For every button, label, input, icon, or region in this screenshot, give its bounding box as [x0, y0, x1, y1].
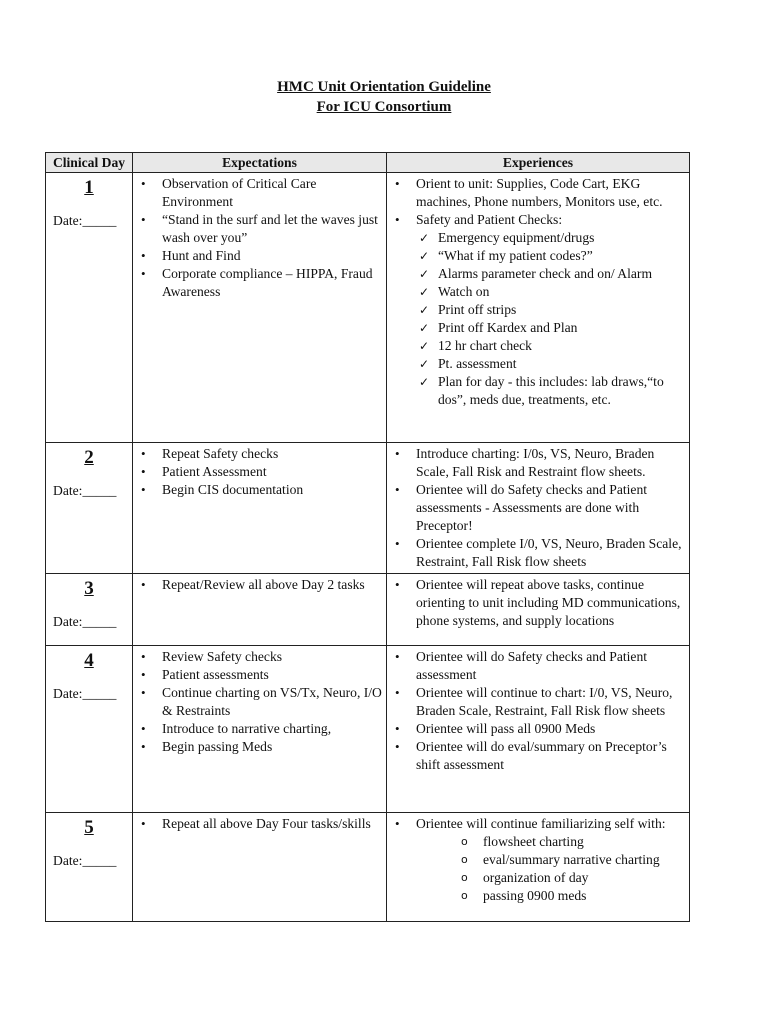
orientation-table [45, 152, 690, 922]
list-item [387, 815, 689, 905]
day-cell [46, 173, 133, 443]
table-row [46, 173, 690, 443]
expectations-cell [133, 646, 387, 813]
day-cell [46, 443, 133, 574]
list-item: • Orientee will do Safety checks and Patient assessment [387, 648, 689, 684]
experiences-cell [387, 173, 690, 443]
list-item: • Corporate compliance – HIPPA, Fraud Awareness [133, 265, 386, 301]
checklist-item: ✓ 12 hr chart check [416, 337, 685, 355]
list-item: • Repeat/Review all above Day 2 tasks [133, 576, 386, 594]
checklist-item: ✓ Print off strips [416, 301, 685, 319]
list-item: • Orientee will pass all 0900 Meds [387, 720, 689, 738]
checklist-item: ✓ Plan for day - this includes: lab draws,“to dos”, meds due, treatments, etc. [416, 373, 685, 409]
checklist-item: ✓ Print off Kardex and Plan [416, 319, 685, 337]
checklist-item: ✓ “What if my patient codes?” [416, 247, 685, 265]
list-item: • Repeat Safety checks [133, 445, 386, 463]
day-cell [46, 646, 133, 813]
header-expectations: Expectations [133, 153, 387, 173]
list-item: • Patient Assessment [133, 463, 386, 481]
checklist-item: ✓ Pt. assessment [416, 355, 685, 373]
list-item: • Repeat all above Day Four tasks/skills [133, 815, 386, 833]
day-number: 4 [84, 650, 94, 671]
list-item: • Orient to unit: Supplies, Code Cart, EKG machines, Phone numbers, Monitors use, etc. [387, 175, 689, 211]
date-field: Date:_____ [53, 686, 117, 701]
checklist-item: ✓ Watch on [416, 283, 685, 301]
list-item: • Orientee will do Safety checks and Patient assessments - Assessments are done with Preceptor! [387, 481, 689, 535]
list-item: • Hunt and Find [133, 247, 386, 265]
list-item-label: Orientee will continue familiarizing self with: [416, 816, 666, 831]
sub-list-item: o organization of day [416, 869, 685, 887]
list-item [387, 211, 689, 409]
title-line-1: HMC Unit Orientation Guideline [277, 79, 491, 95]
day-cell [46, 574, 133, 646]
sub-list [416, 833, 685, 905]
header-clinical-day: Clinical Day [46, 153, 133, 173]
expectations-cell [133, 574, 387, 646]
list-item: • Continue charting on VS/Tx, Neuro, I/O & Restraints [133, 684, 386, 720]
checklist-item: ✓ Alarms parameter check and on/ Alarm [416, 265, 685, 283]
page-title [0, 77, 768, 117]
list-item: • Observation of Critical Care Environment [133, 175, 386, 211]
list-item: • Orientee will continue to chart: I/0, VS, Neuro, Braden Scale, Restraint, Fall Risk flow sheets [387, 684, 689, 720]
day-cell [46, 813, 133, 922]
date-field: Date:_____ [53, 853, 117, 868]
list-item: • Introduce charting: I/0s, VS, Neuro, Braden Scale, Fall Risk and Restraint flow sheets. [387, 445, 689, 481]
list-item: • Orientee complete I/0, VS, Neuro, Braden Scale, Restraint, Fall Risk flow sheets [387, 535, 689, 571]
list-item-label: Safety and Patient Checks: [416, 212, 563, 227]
date-field: Date:_____ [53, 483, 117, 498]
table-row [46, 813, 690, 922]
sub-list-item: o flowsheet charting [416, 833, 685, 851]
list-item: • “Stand in the surf and let the waves just wash over you” [133, 211, 386, 247]
experiences-cell [387, 646, 690, 813]
date-field: Date:_____ [53, 213, 117, 228]
table-row [46, 574, 690, 646]
expectations-cell [133, 443, 387, 574]
experiences-cell [387, 574, 690, 646]
experiences-cell [387, 813, 690, 922]
checklist [416, 229, 685, 409]
list-item: • Introduce to narrative charting, [133, 720, 386, 738]
day-number: 1 [84, 177, 94, 198]
expectations-cell [133, 813, 387, 922]
table-row [46, 646, 690, 813]
header-experiences: Experiences [387, 153, 690, 173]
list-item: • Patient assessments [133, 666, 386, 684]
title-line-2: For ICU Consortium [316, 99, 452, 115]
checklist-item: ✓ Emergency equipment/drugs [416, 229, 685, 247]
list-item: • Begin CIS documentation [133, 481, 386, 499]
expectations-cell [133, 173, 387, 443]
sub-list-item: o passing 0900 meds [416, 887, 685, 905]
experiences-cell [387, 443, 690, 574]
sub-list-item: o eval/summary narrative charting [416, 851, 685, 869]
list-item: • Orientee will repeat above tasks, continue orienting to unit including MD communications, phone systems, and supply locations [387, 576, 689, 630]
list-item: • Orientee will do eval/summary on Preceptor’s shift assessment [387, 738, 689, 774]
day-number: 3 [84, 578, 94, 599]
day-number: 2 [84, 447, 94, 468]
list-item: • Begin passing Meds [133, 738, 386, 756]
list-item: • Review Safety checks [133, 648, 386, 666]
day-number: 5 [84, 817, 94, 838]
table-row [46, 443, 690, 574]
table-header-row [46, 153, 690, 173]
date-field: Date:_____ [53, 614, 117, 629]
